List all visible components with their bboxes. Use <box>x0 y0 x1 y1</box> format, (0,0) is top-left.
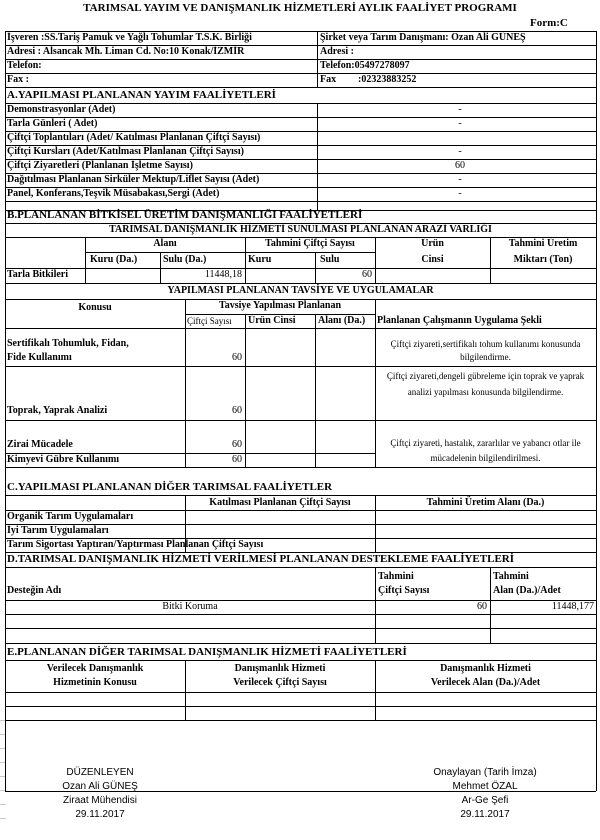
col-e-ciftci-b: Verilecek Çiftçi Sayısı <box>233 677 327 688</box>
section-e-title: E.PLANLANAN DİĞER TARIMSAL DANIŞMANLIK HİZMETİ FAALİYETLERİ <box>7 646 407 658</box>
row-sulu-da-value: 11448,18 <box>204 269 242 280</box>
section-d-title: D.TARIMSAL DANIŞMANLIK HİZMETİ VERİLMESİ PLANLANAN DESTEKLEME FAALİYETLERİ <box>7 553 515 565</box>
row-sulu-ciftci-value: 60 <box>362 269 372 280</box>
address-left: Adresi : Alsancak Mh. Liman Cd. No:10 Konak/İZMİR <box>7 46 245 57</box>
col-urun: Ürün <box>421 238 444 249</box>
section-b-title: B.PLANLANAN BİTKİSEL ÜRETİM DANIŞMANLIĞI FAALİYETLERİ <box>7 209 363 221</box>
tavsiye-sekil: Çiftçi ziyareti, hastalık, zararlılar ve yabancı otlar ile mücadelenin bilgilendirilmesi. <box>390 438 581 463</box>
tavsiye-konu: Zirai Mücadele <box>7 439 73 450</box>
col-katilma: Katılması Planlanan Çiftçi Sayısı <box>209 497 351 508</box>
col-tahmini: Tahmini <box>378 571 414 582</box>
section-a-row-label: Demonstrasyonlar (Adet) <box>7 104 116 115</box>
col-alan-adet: Alan (Da.)/Adet <box>493 585 561 596</box>
col-alani: Alanı <box>153 238 177 249</box>
address-right: Adresi : <box>320 46 354 57</box>
tavsiye-konu: Sertifikalı Tohumluk, Fidan, <box>7 338 129 349</box>
tavsiye-sekil: Çiftçi ziyareti,sertifikalı tohum kullanımı konusunda bilgilendirme. <box>390 339 581 362</box>
section-a-row-label: Dağıtılması Planlanan Sirküler Mektup/Liflet Sayısı (Adet) <box>7 174 260 185</box>
form-label: Form:C <box>530 17 568 29</box>
signature-left-title: Ziraat Mühendisi <box>63 795 137 806</box>
col-e-alan-a: Danışmanlık Hizmeti <box>440 663 531 674</box>
tavsiye-ciftci: 60 <box>232 454 242 465</box>
section-c-title: C.YAPILMASI PLANLANAN DİĞER TARIMSAL FAALİYETLER <box>7 481 333 493</box>
section-a-row-label: Tarla Günleri ( Adet) <box>7 118 98 129</box>
sub-alani: Alanı (Da.) <box>318 315 366 326</box>
destek-row-name: Bitki Koruma <box>162 601 218 612</box>
col-tavsiye: Tavsiye Yapılması Planlanan <box>218 300 342 311</box>
section-a-row-value: - <box>458 188 462 199</box>
tavsiye-title: YAPILMASI PLANLANAN TAVSİYE VE UYGULAMALAR <box>167 285 434 296</box>
tavsiye-konu: Fide Kullanımı <box>7 352 72 363</box>
section-a-row-value: - <box>458 118 462 129</box>
col-e-ciftci-a: Danışmanlık Hizmeti <box>234 663 326 674</box>
section-a-row-label: Çiftçi Ziyaretleri (Planlanan İşletme Sayısı) <box>7 160 193 171</box>
phone-right: Telefon:05497278097 <box>320 60 410 71</box>
col-calisma: Planlanan Çalışmanın Uygulama Şekli <box>377 315 542 326</box>
section-b-subtitle: TARIMSAL DANIŞMANLIK HİZMETİ SUNULMASI PLANLANAN ARAZİ VARLIĞI <box>109 224 492 235</box>
col-konusu: Konusu <box>78 302 112 313</box>
section-a-row-label: Çiftçi Kursları (Adet/Katılması Planlanan Çiftçi Sayısı) <box>7 146 244 157</box>
tavsiye-ciftci: 60 <box>232 439 242 450</box>
destek-row-alan: 11448,177 <box>551 601 594 612</box>
section-c-row: Tarım Sigortası Yaptıran/Yaptırması Planlanan Çiftçi Sayısı <box>7 539 264 550</box>
col-tahmini2: Tahmini <box>493 571 529 582</box>
signature-right-title: Ar-Ge Şefi <box>461 795 509 806</box>
col-destek: Desteğin Adı <box>7 585 62 596</box>
col-tahmini-uretim: Tahmini Üretim <box>508 238 578 249</box>
col-ciftci-sayisi: Çiftçi Sayısı <box>378 585 430 596</box>
tavsiye-sekil: Çiftçi ziyareti,dengeli gübreleme için toprak ve yaprak analizi yapılması konusunda bilgilendirme. <box>386 371 585 397</box>
fax-right-label: Fax <box>320 74 337 85</box>
sub-kuru-da: Kuru (Da.) <box>90 254 138 265</box>
section-c-row: İyi Tarım Uygulamaları <box>7 525 109 536</box>
section-a-row-value: - <box>458 174 462 185</box>
section-a-row-label: Çiftçi Toplantıları (Adet/ Katılması Planlanan Çiftçi Sayısı) <box>7 132 261 143</box>
signature-right-date: 29.11.2017 <box>460 809 510 820</box>
signature-right-name: Mehmet ÖZAL <box>452 781 518 792</box>
tavsiye-konu: Toprak, Yaprak Analizi <box>7 405 108 416</box>
page-title: TARIMSAL YAYIM VE DANIŞMANLIK HİZMETLERİ AYLIK FAALİYET PROGRAMI <box>83 2 517 14</box>
fax-right-value: :02323883252 <box>358 74 417 85</box>
col-e-konu-a: Verilecek Danışmanlık <box>46 663 144 674</box>
col-cinsi: Cinsi <box>421 254 444 265</box>
consultant-field: Şirket veya Tarım Danışmanı: Ozan Ali GÜNEŞ <box>320 32 526 43</box>
sub-urun-cinsi: Ürün Cinsi <box>248 315 296 326</box>
section-a-title: A.YAPILMASI PLANLANAN YAYIM FAALİYETLERİ <box>7 89 276 101</box>
employer-field: İşveren :SS.Tariş Pamuk ve Yağlı Tohumlar T.S.K. Birliği <box>7 32 252 43</box>
signature-left-name: Ozan Ali GÜNEŞ <box>62 781 138 792</box>
tavsiye-ciftci: 60 <box>232 352 242 363</box>
section-a-row-value: - <box>458 146 462 157</box>
signature-left <box>40 766 160 822</box>
signature-right-role: Onaylayan (Tarih İmza) <box>433 767 537 778</box>
sub-ciftci-sayisi: Çiftçi Sayısı <box>187 316 232 326</box>
tavsiye-konu: Kimyevi Gübre Kullanımı <box>7 454 120 465</box>
col-tahmini-alan: Tahmini Üretim Alanı (Da.) <box>426 497 545 508</box>
signature-left-role: DÜZENLEYEN <box>66 767 134 778</box>
fax-left: Fax : <box>7 74 29 85</box>
col-e-alan-b: Verilecek Alan (Da.)/Adet <box>430 677 541 688</box>
sub-sulu: Sulu <box>320 254 340 265</box>
row-tarla-bitkileri: Tarla Bitkileri <box>7 269 69 280</box>
section-a-row-value: 60 <box>455 160 465 171</box>
sub-sulu-da: Sulu (Da.) <box>163 254 207 265</box>
section-c-row: Organik Tarım Uygulamaları <box>7 511 134 522</box>
sub-kuru: Kuru <box>248 254 272 265</box>
col-miktari: Miktarı (Ton) <box>513 254 573 265</box>
signature-left-date: 29.11.2017 <box>75 809 125 820</box>
signature-right <box>410 766 560 822</box>
section-a-row-label: Panel, Konferans,Teşvik Müsabakası,Sergi (Adet) <box>7 188 220 199</box>
section-a-row-value: - <box>458 104 462 115</box>
destek-row-ciftci: 60 <box>477 601 487 612</box>
tavsiye-ciftci: 60 <box>232 405 242 416</box>
col-tahmini-ciftci: Tahmini Çiftçi Sayısı <box>265 238 355 249</box>
phone-left: Telefon: <box>7 60 42 71</box>
col-e-konu-b: Hizmetinin Konusu <box>53 677 137 688</box>
